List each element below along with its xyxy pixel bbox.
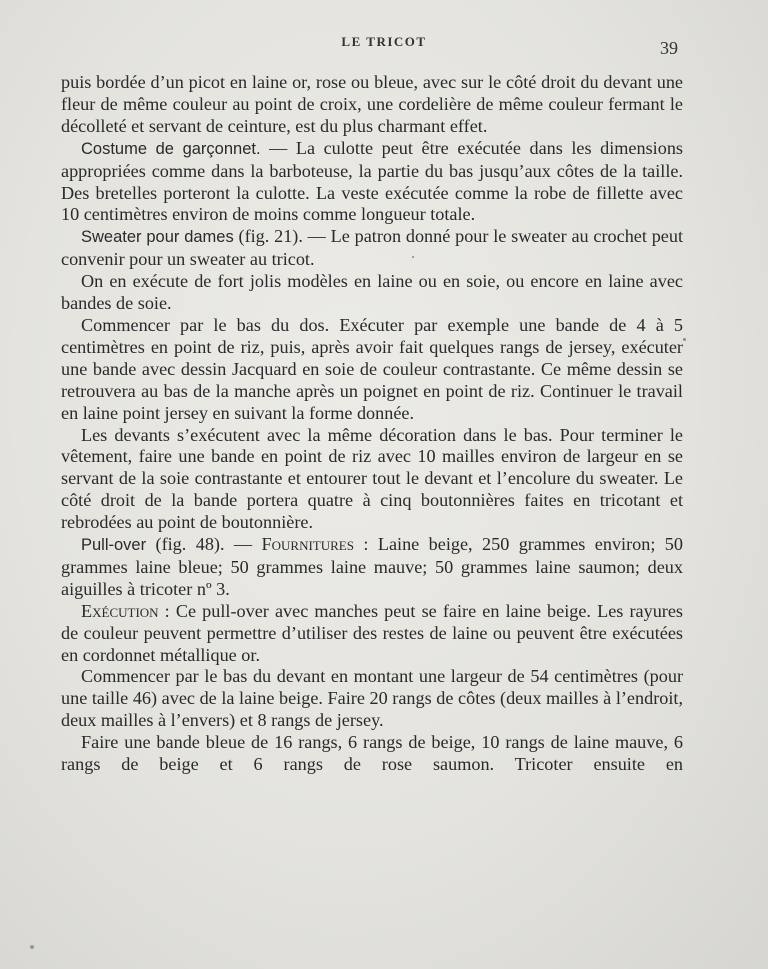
paragraph xyxy=(61,271,683,315)
small-caps-label: Exécution xyxy=(81,600,159,621)
paragraph-text: : Laine beige, 250 grammes environ; 50 grammes laine bleue; 50 grammes laine mauve; 50 grammes laine saumon; deux aiguilles à tricoter nº 3. xyxy=(61,534,683,599)
paragraph-text: On en exécute de fort jolis modèles en laine ou en soie, ou encore en laine avec bandes de soie. xyxy=(61,271,683,314)
section-heading: Pull-over xyxy=(81,536,147,555)
paragraph xyxy=(61,732,683,776)
running-title: LE TRICOT xyxy=(341,34,427,49)
paragraph xyxy=(61,138,683,227)
paragraph xyxy=(61,315,683,425)
page-number: 39 xyxy=(660,38,678,58)
paragraph xyxy=(61,226,683,271)
paragraph-text: (fig. 48). — xyxy=(146,534,262,555)
section-heading: Sweater pour dames xyxy=(81,228,234,247)
paragraph-text: — La culotte peut être exécutée dans les dimensions appropriées comme dans la barboteuse, la partie du bas jusqu’aux côtes de la taille. Des bretelles porteront la culotte. La veste exécutée comme la robe de fillette avec 10 centimètres environ de moins comme longueur totale. xyxy=(61,137,683,225)
paragraph-text: Les devants s’exécutent avec la même décoration dans le bas. Pour terminer le vêtement, faire une bande en point de riz avec 10 mailles environ de largeur en se servant de la soie contrastante et entourer tout le devant et l’encolure du sweater. Le côté droit de la bande portera quatre à cinq boutonnières faites en tricotant et rebrodées au point de boutonnière. xyxy=(61,424,683,533)
paragraph xyxy=(61,601,683,667)
paragraph xyxy=(61,666,683,732)
paragraph-text: : Ce pull-over avec manches peut se faire en laine beige. Les rayures de couleur peuvent permettre d’utiliser des restes de laine ou peuvent être exécutées en cordonnet métallique or. xyxy=(61,600,683,665)
paragraph-text: (fig. 21). — Le patron donné pour le sweater au crochet peut convenir pour un sweater au tricot. xyxy=(61,226,684,270)
section-heading: Costume de garçonnet. xyxy=(81,139,261,158)
paragraph xyxy=(61,72,683,138)
paragraph xyxy=(61,425,683,535)
paragraph-text: Faire une bande bleue de 16 rangs, 6 rangs de beige, 10 rangs de laine mauve, 6 rangs de beige et 6 rangs de rose saumon. Tricoter ensuite en xyxy=(61,732,683,775)
paragraph-text: Commencer par le bas du devant en montant une largeur de 54 centimètres (pour une taille 46) avec de la laine beige. Faire 20 rangs de côtes (deux mailles à l’endroit, deux mailles à l’envers) et 8 rangs de jersey. xyxy=(61,666,683,731)
paragraph-text: Commencer par le bas du dos. Exécuter par exemple une bande de 4 à 5 centimètres en point de riz, puis, après avoir fait quelques rangs de jersey, exécuter une bande avec dessin Jacquard en soie de couleur contrastante. Ce même dessin se retrouvera au bas de la manche après un poignet en point de riz. Continuer le travail en laine point jersey en suivant la forme donnée. xyxy=(61,314,683,423)
small-caps-label: Fournitures xyxy=(261,534,354,555)
paper-speck xyxy=(412,256,414,258)
paragraph xyxy=(61,534,683,601)
paper-speck xyxy=(683,338,686,341)
body-text xyxy=(61,72,683,776)
paragraph-text: puis bordée d’un picot en laine or, rose ou bleue, avec sur le côté droit du devant une fleur de même couleur au point de croix, une cordelière de même couleur fermant le décolleté et servant de ceinture, est du plus charmant effet. xyxy=(61,72,683,136)
paper-speck xyxy=(30,945,34,949)
